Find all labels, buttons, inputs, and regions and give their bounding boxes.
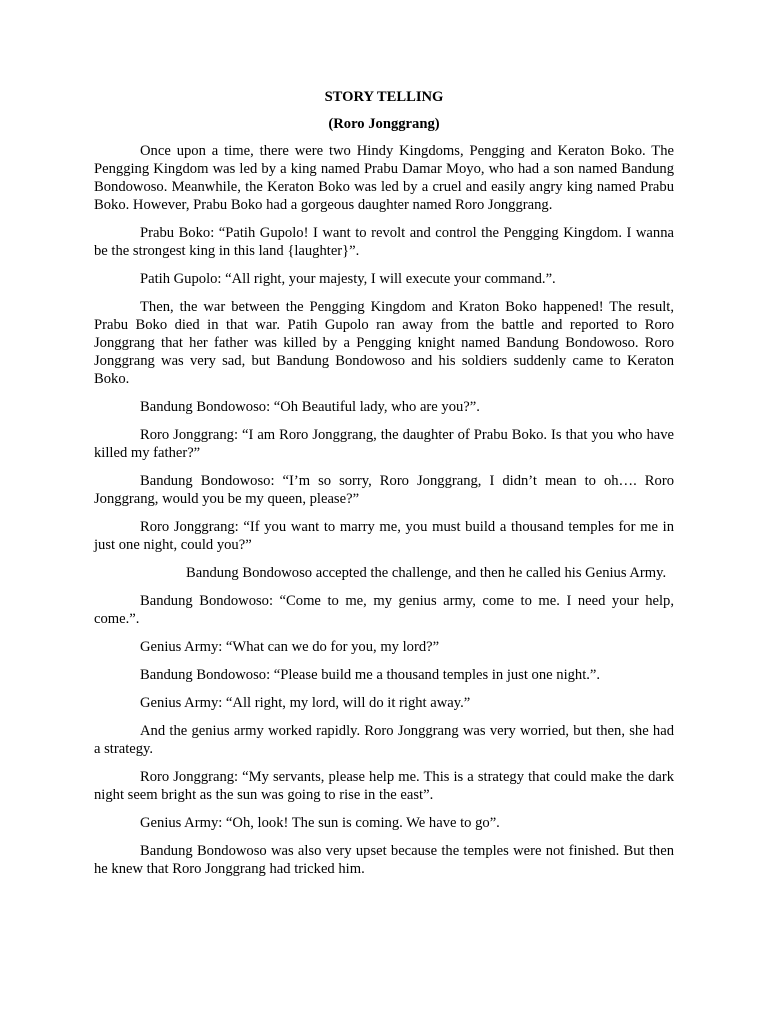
document-subtitle: (Roro Jonggrang): [328, 116, 440, 132]
paragraph: Roro Jonggrang: “My servants, please help me. This is a strategy that could make the dark night seem bright as the sun was going to rise in the east”.: [94, 769, 674, 803]
document-page: [94, 88, 674, 888]
paragraph: Once upon a time, there were two Hindy Kingdoms, Pengging and Keraton Boko. The Pengging Kingdom was led by a king named Prabu Damar Moyo, who had a son named Bandung Bondowoso. Meanwhile, the Keraton Boko was led by a cruel and easily angry king named Prabu Boko. However, Prabu Boko had a gorgeous daughter named Roro Jonggrang.: [94, 143, 674, 213]
paragraph: Prabu Boko: “Patih Gupolo! I want to revolt and control the Pengging Kingdom. I wanna be the strongest king in this land {laughter}”.: [94, 225, 674, 259]
paragraph: Bandung Bondowoso accepted the challenge, and then he called his Genius Army.: [186, 565, 667, 581]
paragraph: And the genius army worked rapidly. Roro Jonggrang was very worried, but then, she had a strategy.: [94, 723, 674, 757]
paragraph: Bandung Bondowoso: “I’m so sorry, Roro Jonggrang, I didn’t mean to oh…. Roro Jonggrang, would you be my queen, please?”: [94, 473, 674, 507]
paragraph: Bandung Bondowoso: “Please build me a thousand temples in just one night.”.: [140, 667, 601, 683]
paragraph: Then, the war between the Pengging Kingdom and Kraton Boko happened! The result, Prabu Boko died in that war. Patih Gupolo ran away from the battle and reported to Roro Jonggrang that her father was killed by a Pengging knight named Bandung Bondowoso. Roro Jonggrang was very sad, but Bandung Bondowoso and his soldiers suddenly came to Keraton Boko.: [94, 299, 674, 387]
paragraph: Roro Jonggrang: “I am Roro Jonggrang, the daughter of Prabu Boko. Is that you who have killed my father?”: [94, 427, 674, 461]
paragraph: Genius Army: “Oh, look! The sun is coming. We have to go”.: [140, 815, 500, 831]
document-title: STORY TELLING: [324, 89, 444, 105]
paragraph: Roro Jonggrang: “If you want to marry me, you must build a thousand temples for me in just one night, could you?”: [94, 519, 674, 553]
paragraph: Genius Army: “What can we do for you, my lord?”: [140, 639, 440, 655]
paragraph: Patih Gupolo: “All right, your majesty, I will execute your command.”.: [140, 271, 556, 287]
paragraph: Bandung Bondowoso was also very upset because the temples were not finished. But then he knew that Roro Jonggrang had tricked him.: [94, 843, 674, 877]
paragraph: Bandung Bondowoso: “Oh Beautiful lady, who are you?”.: [140, 399, 480, 415]
paragraph: Genius Army: “All right, my lord, will do it right away.”: [140, 695, 471, 711]
paragraph: Bandung Bondowoso: “Come to me, my genius army, come to me. I need your help, come.”.: [94, 593, 674, 627]
